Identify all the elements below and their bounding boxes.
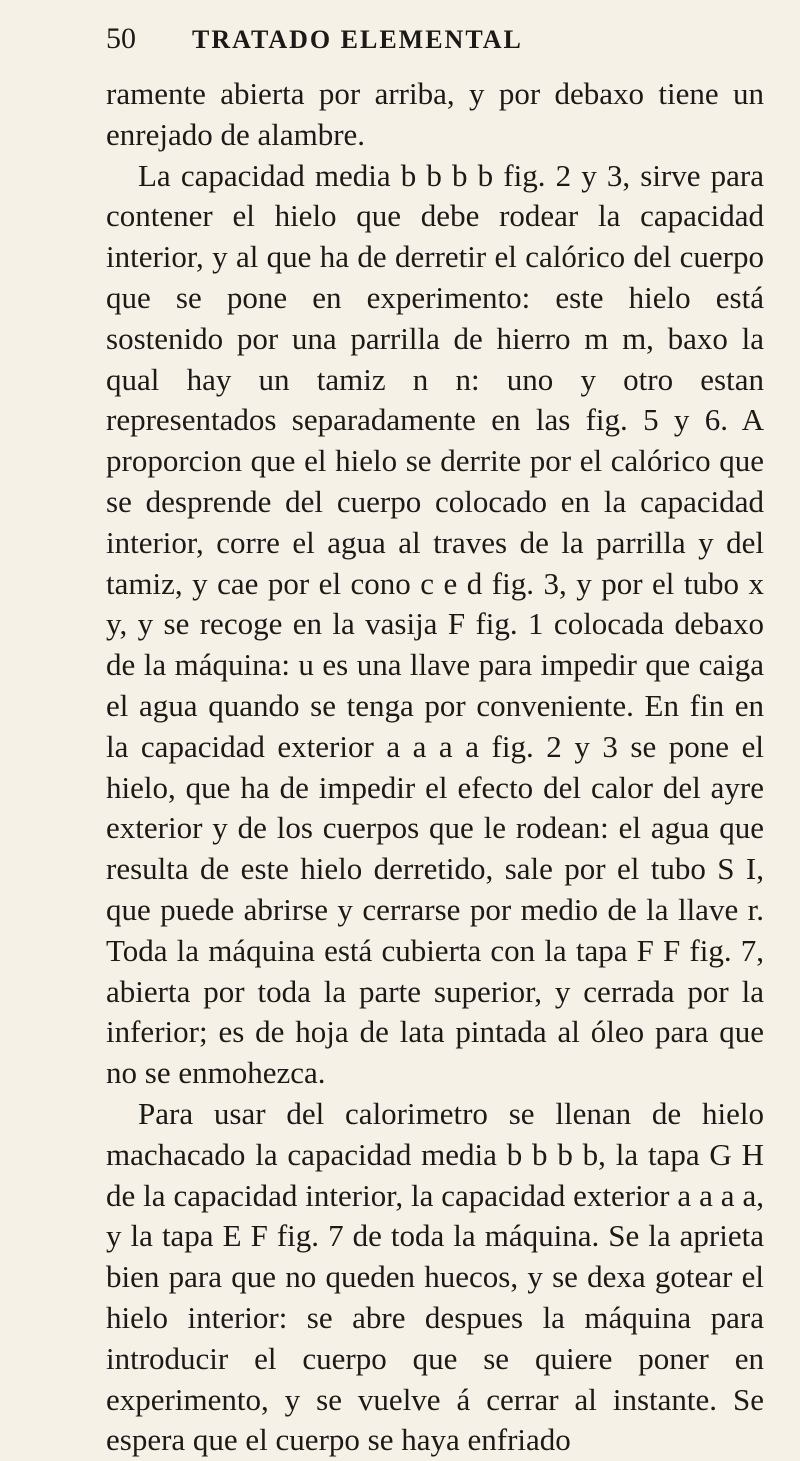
page-number: 50	[106, 22, 136, 55]
paragraph-continuation: ramente abierta por arriba, y por debaxo tiene un enrejado de alambre.	[106, 76, 764, 152]
paragraph-usar-calorimetro: Para usar del calorimetro se llenan de hielo machacado la capacidad media b b b b, la tapa G H de la capacidad interior, la capacidad exterior a a a a, y la tapa E F fig. 7 de toda la máquina. Se la aprieta bien para que no queden huecos, y se dexa gotear el hielo interior: se abre despues la máquina para introducir el cuerpo que se quiere poner en experimento, y se vuelve á cerrar al instante. Se espera que el cuerpo se haya enfriado	[106, 1095, 764, 1458]
body-text	[106, 74, 764, 1461]
running-title: TRATADO ELEMENTAL	[192, 25, 523, 54]
paragraph-capacidad-media: La capacidad media b b b b fig. 2 y 3, sirve para contener el hielo que debe rodear la capacidad interior, y al que ha de derretir el calórico del cuerpo que se pone en experimento: este hielo está sostenido por una parrilla de hierro m m, baxo la qual hay un tamiz n n: uno y otro estan representados separadamente en las fig. 5 y 6. A proporcion que el hielo se derrite por el calórico que se desprende del cuerpo colocado en la capacidad interior, corre el agua al traves de la parrilla y del tamiz, y cae por el cono c e d fig. 3, y por el tubo x y, y se recoge en la vasija F fig. 1 colocada debaxo de la máquina: u es una llave para impedir que caiga el agua quando se tenga por conveniente. En fin en la capacidad exterior a a a a fig. 2 y 3 se pone el hielo, que ha de impedir el efecto del calor del ayre exterior y de los cuerpos que le rodean: el agua que resulta de este hielo derretido, sale por el tubo S I, que puede abrirse y cerrarse por medio de la llave r. Toda la máquina está cubierta con la tapa F F fig. 7, abierta por toda la parte superior, y cerrada por la inferior; es de hoja de lata pintada al óleo para que no se enmohezca.	[106, 157, 764, 1091]
page-header	[106, 22, 764, 74]
